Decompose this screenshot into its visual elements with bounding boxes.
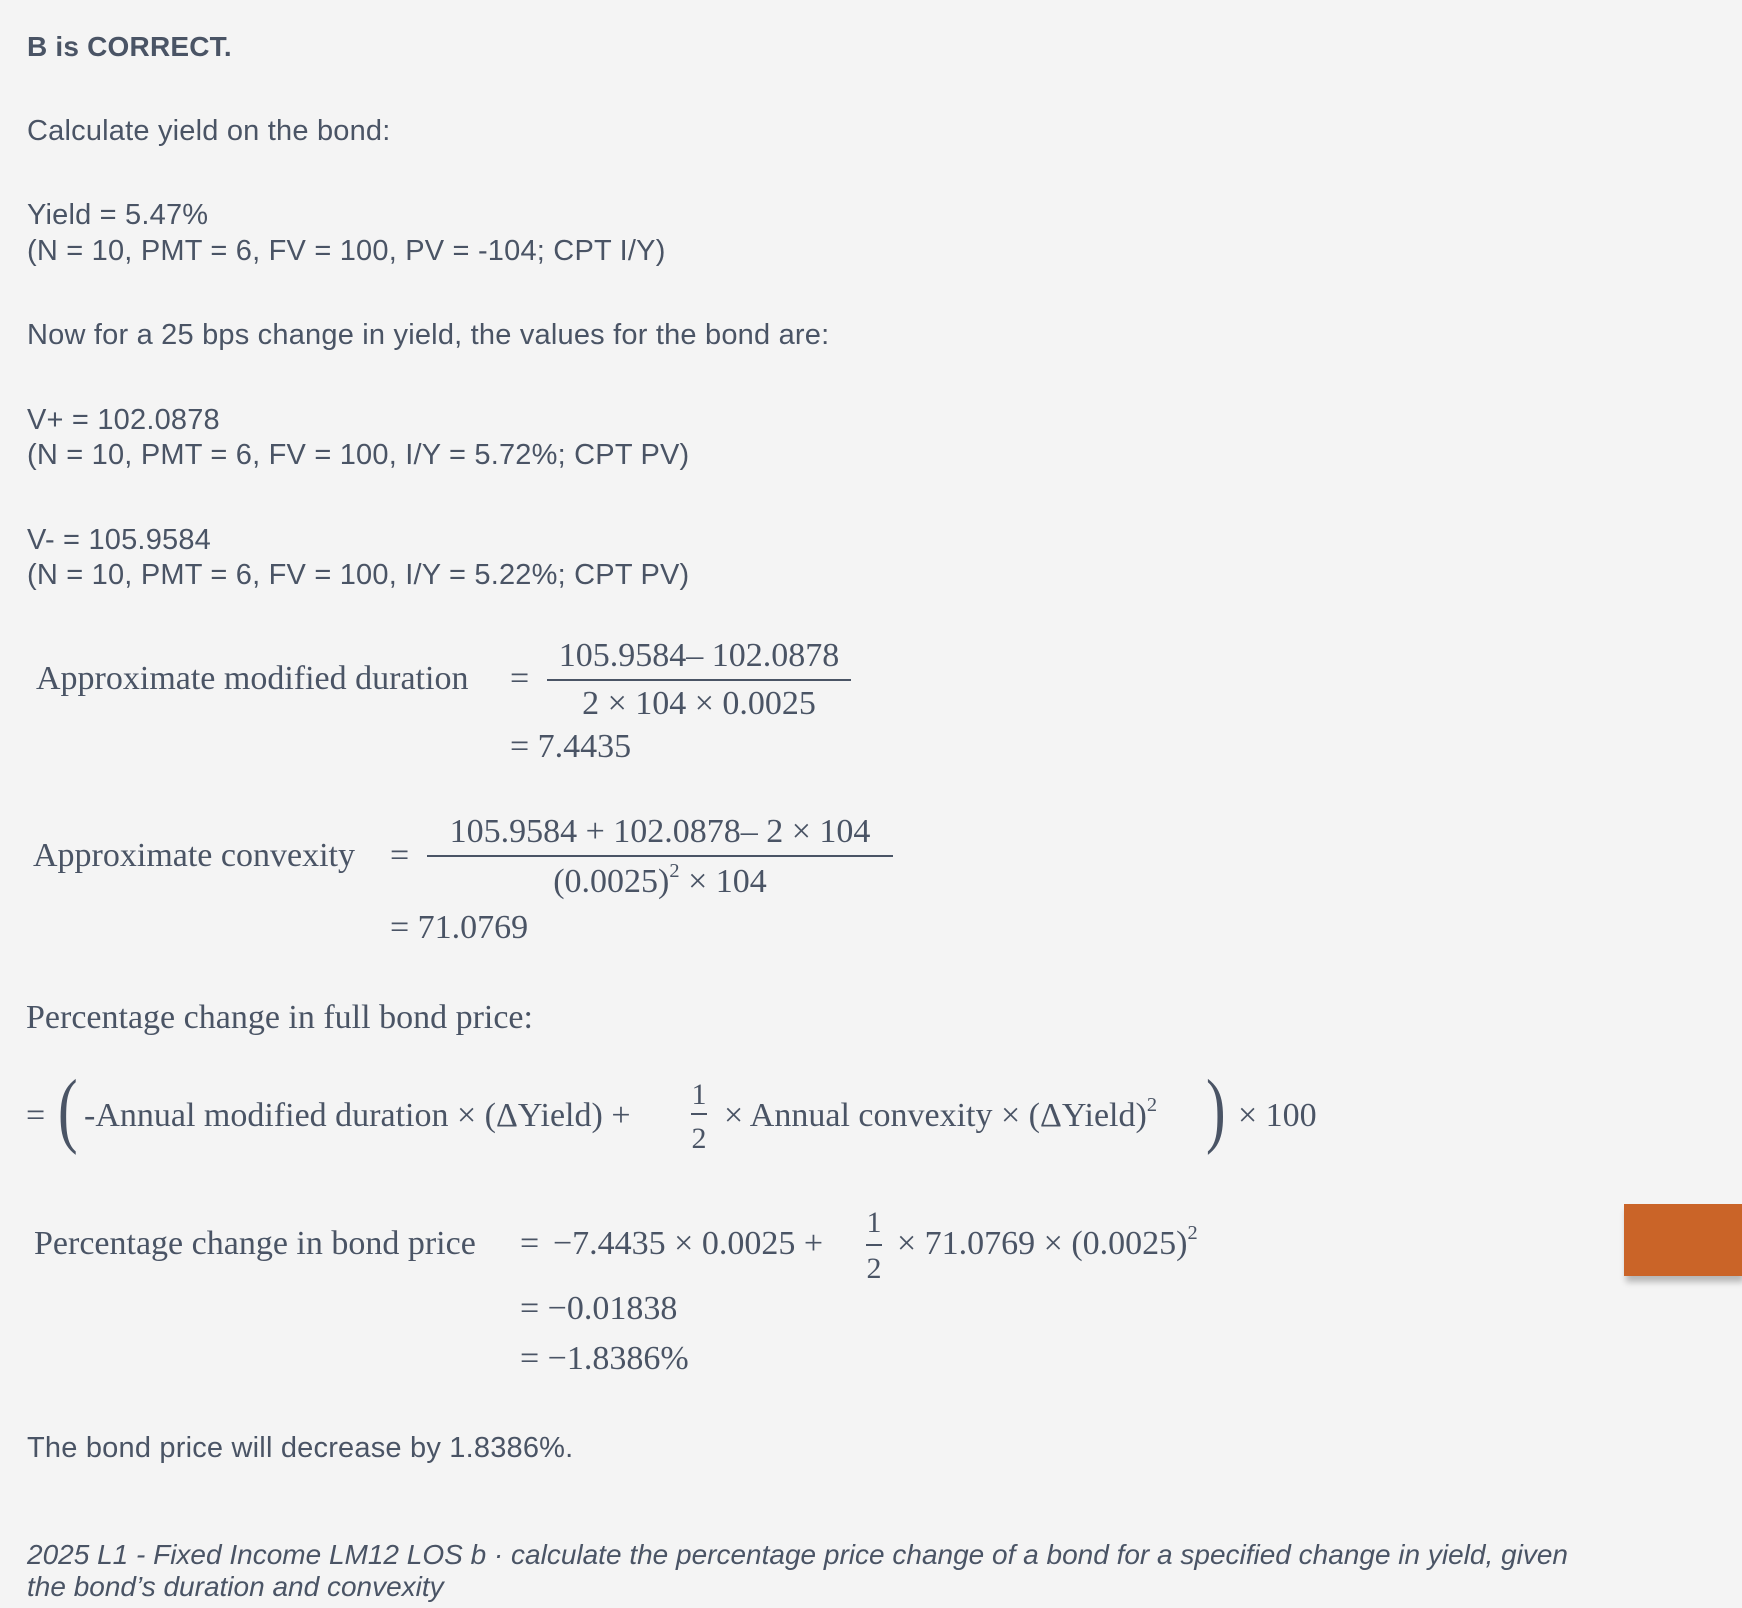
specific-label: Percentage change in bond price — [34, 1225, 476, 1262]
yield-line: Yield = 5.47% — [27, 199, 209, 231]
side-tab-button[interactable] — [1624, 1204, 1742, 1276]
specific-result-percent: = −1.8386% — [520, 1340, 689, 1377]
duration-equals: = — [510, 660, 530, 697]
denominator-exponent: 2 — [669, 859, 680, 882]
general-part1: -Annual modified duration × (ΔYield) + — [84, 1097, 631, 1134]
v-plus-calc: (N = 10, PMT = 6, FV = 100, I/Y = 5.72%; CPT PV) — [27, 439, 690, 471]
pct-heading: Percentage change in full bond price: — [26, 999, 533, 1036]
specific-equals: = — [520, 1225, 540, 1262]
los-footer-line2: the bond’s duration and convexity — [27, 1571, 444, 1602]
general-half-denominator: 2 — [691, 1122, 707, 1155]
convexity-numerator: 105.9584 + 102.0878– 2 × 104 — [449, 813, 871, 850]
general-equals: = — [26, 1097, 46, 1134]
v-minus-calc: (N = 10, PMT = 6, FV = 100, I/Y = 5.22%; CPT PV) — [27, 559, 690, 591]
duration-label: Approximate modified duration — [36, 660, 469, 697]
denominator-rest: × 104 — [679, 863, 767, 900]
general-tail: × 100 — [1238, 1097, 1317, 1134]
specific-part1: −7.4435 × 0.0025 + — [553, 1225, 824, 1262]
general-part2 — [724, 1093, 1158, 1134]
verdict-heading: B is CORRECT. — [27, 31, 232, 62]
duration-result: = 7.4435 — [510, 728, 632, 765]
specific-half-denominator: 2 — [866, 1252, 882, 1285]
los-footer-line1: 2025 L1 - Fixed Income LM12 LOS b · calculate the percentage price change of a bond for a specified change in yield, given — [27, 1539, 1568, 1570]
duration-fraction-bar — [547, 679, 851, 681]
conclusion-text: The bond price will decrease by 1.8386%. — [27, 1432, 574, 1464]
v-plus-line: V+ = 102.0878 — [27, 404, 220, 436]
convexity-label: Approximate convexity — [33, 837, 355, 874]
general-part2-exponent: 2 — [1146, 1093, 1158, 1116]
specific-part2 — [897, 1221, 1198, 1262]
open-paren: ( — [58, 1063, 78, 1156]
specific-part2-text: × 71.0769 × (0.0025) — [897, 1225, 1188, 1262]
yield-calc: (N = 10, PMT = 6, FV = 100, PV = -104; CPT I/Y) — [27, 235, 666, 267]
bps-intro: Now for a 25 bps change in yield, the values for the bond are: — [27, 319, 830, 351]
close-paren: ) — [1206, 1063, 1226, 1156]
general-half-bar — [691, 1113, 707, 1115]
specific-part2-exponent: 2 — [1187, 1221, 1198, 1244]
general-half-numerator: 1 — [691, 1078, 707, 1111]
denominator-base: (0.0025) — [553, 863, 670, 900]
duration-denominator: 2 × 104 × 0.0025 — [582, 685, 816, 722]
intro-text: Calculate yield on the bond: — [27, 115, 391, 147]
convexity-equals: = — [390, 837, 410, 874]
general-part2-text: × Annual convexity × (ΔYield) — [724, 1097, 1147, 1134]
specific-half-bar — [866, 1244, 882, 1246]
v-minus-line: V- = 105.9584 — [27, 524, 212, 556]
specific-result-decimal: = −0.01838 — [520, 1290, 678, 1327]
convexity-result: = 71.0769 — [390, 909, 529, 946]
specific-half-numerator: 1 — [866, 1206, 882, 1239]
duration-numerator: 105.9584– 102.0878 — [558, 637, 840, 674]
convexity-fraction-bar — [427, 855, 893, 857]
convexity-denominator — [427, 859, 893, 900]
